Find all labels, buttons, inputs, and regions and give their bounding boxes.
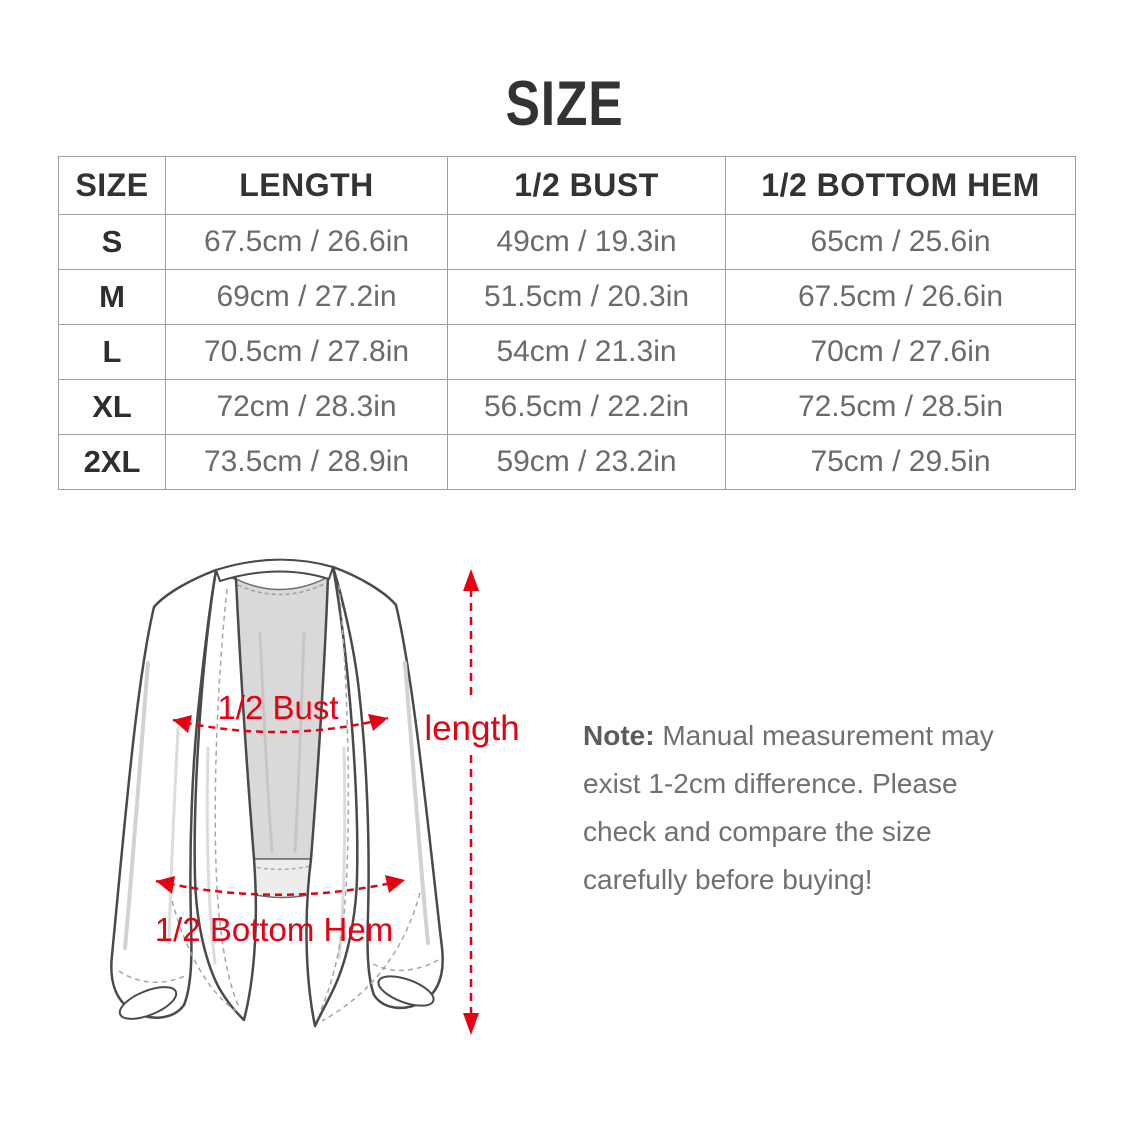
size-table [58, 156, 1076, 490]
size-cell: 2XL [59, 435, 166, 490]
table-row [59, 380, 1076, 435]
bottom-hem-cell: 75cm / 29.5in [726, 435, 1076, 490]
note-line-2: exist 1-2cm difference. Please [583, 768, 958, 799]
col-header-size: SIZE [59, 157, 166, 215]
size-chart-title: SIZE [505, 69, 624, 139]
bottom-hem-cell: 67.5cm / 26.6in [726, 270, 1076, 325]
bottom-hem-cell: 70cm / 27.6in [726, 325, 1076, 380]
length-cell: 69cm / 27.2in [166, 270, 448, 325]
note-line-3: check and compare the size [583, 816, 932, 847]
table-row [59, 270, 1076, 325]
garment-diagram [88, 543, 533, 1078]
length-arrow-down-icon [463, 1013, 479, 1035]
col-header-bust: 1/2 BUST [448, 157, 726, 215]
bust-cell: 59cm / 23.2in [448, 435, 726, 490]
collar [216, 560, 333, 581]
length-arrow-up-icon [463, 569, 479, 591]
cardigan-svg [88, 543, 533, 1078]
size-cell: L [59, 325, 166, 380]
size-cell: XL [59, 380, 166, 435]
size-table-header [59, 157, 1076, 215]
bust-cell: 49cm / 19.3in [448, 215, 726, 270]
length-cell: 72cm / 28.3in [166, 380, 448, 435]
length-cell: 67.5cm / 26.6in [166, 215, 448, 270]
size-cell: S [59, 215, 166, 270]
bust-cell: 51.5cm / 20.3in [448, 270, 726, 325]
note-line-4: carefully before buying! [583, 864, 873, 895]
bust-cell: 56.5cm / 22.2in [448, 380, 726, 435]
table-row [59, 435, 1076, 490]
bust-cell: 54cm / 21.3in [448, 325, 726, 380]
header-row [59, 157, 1076, 215]
size-cell: M [59, 270, 166, 325]
bottom-hem-cell: 72.5cm / 28.5in [726, 380, 1076, 435]
length-cell: 70.5cm / 27.8in [166, 325, 448, 380]
note-line-1: Manual measurement may [662, 720, 994, 751]
note-line [583, 712, 1063, 760]
col-header-bottom-hem: 1/2 BOTTOM HEM [726, 157, 1076, 215]
bust-label: 1/2 Bust [217, 689, 339, 726]
bottom-hem-label: 1/2 Bottom Hem [154, 911, 394, 948]
table-row [59, 325, 1076, 380]
col-header-length: LENGTH [166, 157, 448, 215]
bottom-hem-cell: 65cm / 25.6in [726, 215, 1076, 270]
note-label: Note: [583, 720, 655, 751]
length-cell: 73.5cm / 28.9in [166, 435, 448, 490]
back-hem-band [247, 859, 317, 898]
note-text [583, 712, 1063, 904]
length-label: length [424, 709, 520, 748]
table-row [59, 215, 1076, 270]
cardigan-illustration [111, 560, 442, 1026]
